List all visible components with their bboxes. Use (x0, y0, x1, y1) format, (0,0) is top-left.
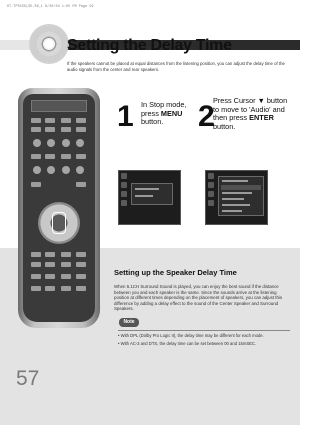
note-item: • With DPL (Dolby Pro Logic II), the delay time may be different for each mode. (118, 333, 264, 338)
remote-button-icon (61, 118, 71, 123)
title-bar-left-stripe (0, 40, 30, 50)
screen-text-line (222, 198, 244, 200)
step-1-line: In Stop mode, (141, 100, 187, 109)
remote-button-icon (31, 286, 41, 291)
remote-round-button-icon (33, 139, 41, 147)
remote-button-icon (31, 118, 41, 123)
step-1-line: button. (141, 117, 164, 126)
disc-icon (30, 25, 68, 63)
remote-round-button-icon (47, 166, 55, 174)
screen-text-line (222, 180, 248, 182)
remote-button-icon (61, 262, 71, 267)
section-body: When 5.1CH Surround Sound is played, you can enjoy the best sound if the distance between you and each speaker is the same. Since the sounds arrive at the listening position at different times depending on the placement of speakers, you can adjust this difference by adding a delay effect to the sound of the Center Speaker and Surround Speakers. (114, 284, 283, 312)
remote-control-illustration (18, 88, 100, 328)
remote-button-icon (76, 274, 86, 279)
step-1-number: 1 (117, 100, 134, 133)
screen-text-line (222, 192, 252, 194)
remote-button-icon (45, 252, 55, 257)
remote-button-icon (31, 127, 41, 132)
screen-text-line (135, 195, 153, 197)
section-heading: Setting up the Speaker Delay Time (114, 268, 237, 277)
screen-tab-icon (121, 200, 127, 206)
note-item-text: With AC-3 and DTS, the delay time can be set between 00 and 15mSEC. (120, 341, 257, 346)
remote-round-button-icon (62, 139, 70, 147)
remote-button-icon (31, 252, 41, 257)
screen-tab-icon (208, 200, 214, 206)
screen-panel (131, 183, 173, 205)
remote-button-icon (31, 262, 41, 267)
screen-menu-tabs (121, 173, 128, 218)
remote-button-icon (76, 154, 86, 159)
screen-tab-icon (121, 182, 127, 188)
remote-button-icon (76, 286, 86, 291)
intro-text: If the speakers cannot be placed at equal distances from the listening position, you can adjust the delay time of the audio signals from the center and rear speakers. (67, 61, 285, 72)
step-2-screen-image (205, 170, 268, 225)
remote-round-button-icon (33, 166, 41, 174)
screen-text-line (222, 210, 242, 212)
screen-text-line (222, 204, 250, 206)
remote-button-icon (45, 118, 55, 123)
remote-button-icon (45, 262, 55, 267)
remote-round-button-icon (76, 139, 84, 147)
step-2-text (213, 97, 287, 131)
screen-highlight-row (221, 185, 261, 190)
screen-menu-tabs (208, 173, 215, 218)
note-item: • With AC-3 and DTS, the delay time can be set between 00 and 15mSEC. (118, 341, 257, 346)
remote-button-icon (31, 274, 41, 279)
step-1-text (141, 101, 186, 127)
step-2-line: button. (213, 121, 236, 131)
remote-button-icon (45, 286, 55, 291)
remote-button-icon (31, 154, 41, 159)
remote-button-icon (76, 118, 86, 123)
remote-button-icon (76, 127, 86, 132)
remote-button-icon (31, 182, 41, 187)
remote-button-icon (76, 252, 86, 257)
screen-tab-icon (121, 173, 127, 179)
remote-button-icon (61, 252, 71, 257)
remote-button-icon (45, 127, 55, 132)
remote-button-icon (45, 274, 55, 279)
remote-button-icon (76, 182, 86, 187)
step-2-line: Press Cursor ▼ button (213, 96, 288, 105)
remote-body (23, 94, 95, 322)
remote-button-icon (76, 262, 86, 267)
step-2-number: 2 (198, 100, 215, 133)
screen-panel (218, 176, 264, 216)
step-1-text-part: press (141, 108, 161, 118)
remote-button-icon (61, 274, 71, 279)
remote-round-button-icon (62, 166, 70, 174)
screen-text-line (135, 188, 159, 190)
remote-button-icon (61, 154, 71, 159)
remote-display-icon (31, 100, 87, 112)
screen-tab-icon (208, 182, 214, 188)
remote-button-icon (61, 286, 71, 291)
note-badge: Note (119, 318, 139, 327)
step-2-line: to move to 'Audio' and (213, 104, 285, 114)
remote-button-icon (45, 154, 55, 159)
remote-round-button-icon (76, 166, 84, 174)
menu-button-label: MENU (160, 108, 183, 118)
step-1-screen-image (118, 170, 181, 225)
menu-highlight-icon (52, 212, 66, 234)
screen-tab-icon (208, 173, 214, 179)
page-title: Setting the Delay Time (67, 37, 232, 54)
screen-tab-icon (208, 191, 214, 197)
note-item-text: With DPL (Dolby Pro Logic II), the delay time may be different for each mode. (120, 333, 264, 338)
note-divider (118, 330, 290, 331)
page-number: 57 (16, 367, 40, 390)
print-header: HT-TP55SS(SD-SN_1 8/30/04 1:05 PM Page 59 (7, 4, 94, 8)
remote-button-icon (61, 127, 71, 132)
screen-tab-icon (121, 191, 127, 197)
enter-button-label: ENTER (249, 113, 274, 122)
step-2-text-part: then press (213, 113, 250, 122)
remote-round-button-icon (47, 139, 55, 147)
